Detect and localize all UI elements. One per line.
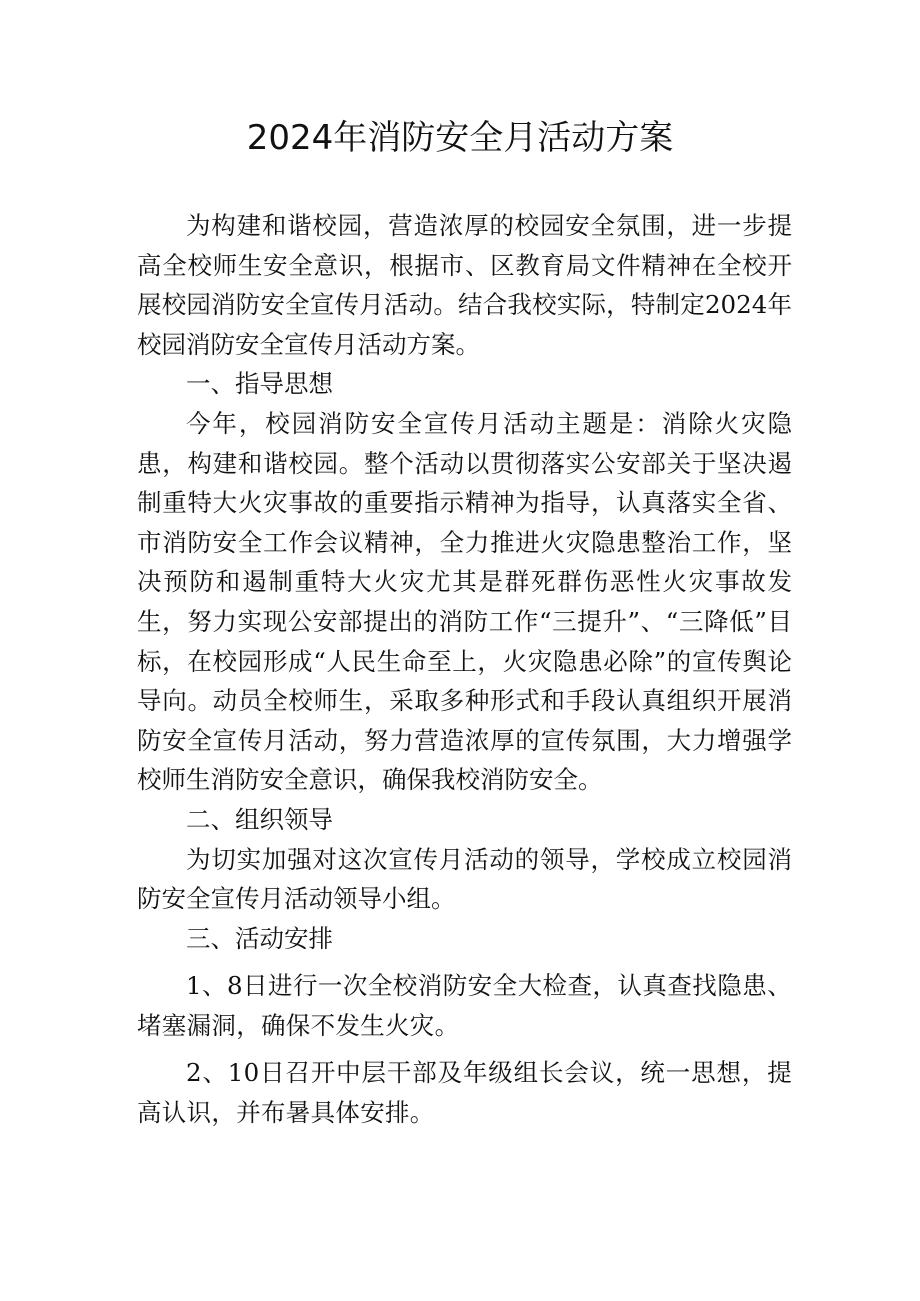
section-heading-organization: 二、组织领导 <box>186 804 333 834</box>
section-heading-guiding-ideology: 一、指导思想 <box>186 369 333 399</box>
arrangement-item-2: 2、10日召开中层干部及年级组长会议，统一思想，提高认识，并布暑具体安排。 <box>137 1058 792 1128</box>
intro-paragraph: 为构建和谐校园，营造浓厚的校园安全氛围，进一步提高全校师生安全意识，根据市、区教育局文件精神在全校开展校园消防安全宣传月活动。结合我校实际，特制定2024年校园消防安全宣传月活动方案。 <box>137 211 792 359</box>
document-body <box>137 206 792 1133</box>
arrangement-item-1: 1、8日进行一次全校消防安全大检查，认真查找隐患、堵塞漏洞，确保不发生火灾。 <box>137 971 792 1040</box>
guiding-ideology-paragraph: 今年，校园消防安全宣传月活动主题是：消除火灾隐患，构建和谐校园。整个活动以贯彻落实公安部关于坚决遏制重特大火灾事故的重要指示精神为指导，认真落实全省、市消防安全工作会议精神，全力推进火灾隐患整治工作，坚决预防和遏制重特大火灾尤其是群死群伤恶性火灾事故发生，努力实现公安部提出的消防工作“三提升”、“三降低”目标，在校园形成“人民生命至上，火灾隐患必除”的宣传舆论导向。动员全校师生，采取多种形式和手段认真组织开展消防安全宣传月活动，努力营造浓厚的宣传氛围，大力增强学校师生消防安全意识，确保我校消防安全。 <box>137 408 792 795</box>
organization-paragraph: 为切实加强对这次宣传月活动的领导，学校成立校园消防安全宣传月活动领导小组。 <box>137 844 792 914</box>
section-heading-arrangements: 三、活动安排 <box>186 923 333 953</box>
document-title: 2024年消防安全月活动方案 <box>246 118 674 158</box>
